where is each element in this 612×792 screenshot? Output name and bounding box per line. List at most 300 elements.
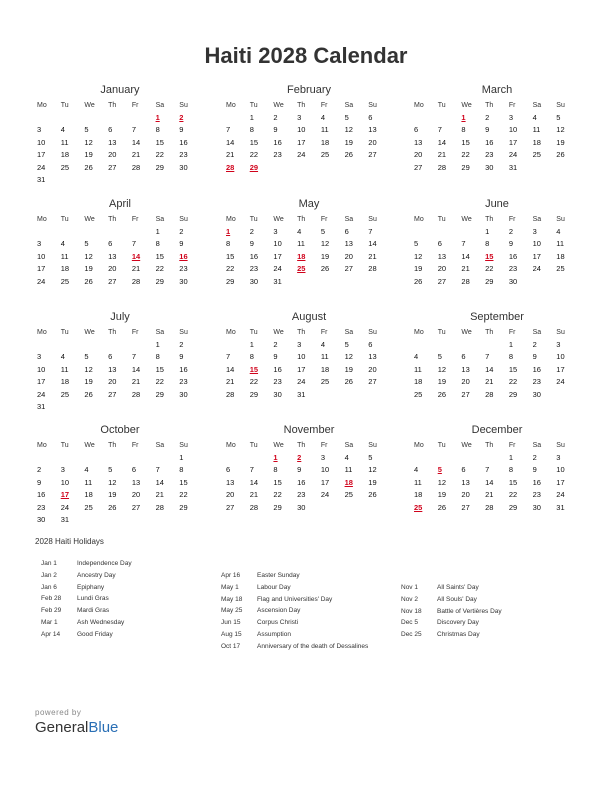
weekday-header: Su [368, 216, 377, 223]
holiday-name: Ascension Day [257, 607, 301, 615]
empty-cell [37, 112, 61, 124]
day-cell: 28 [131, 162, 141, 172]
day-cell: 11 [556, 239, 565, 249]
day-cell: 1 [249, 113, 254, 122]
weekday-header: Th [297, 216, 306, 223]
day-cell: 19 [84, 150, 93, 160]
weekday-header: Tu [249, 442, 258, 449]
day-cell: 12 [437, 477, 447, 487]
day-cell: 10 [532, 239, 541, 249]
day-cell: 18 [60, 377, 70, 387]
day-cell: 31 [60, 514, 70, 524]
day-cell: 29 [508, 502, 518, 512]
weekday-header: Su [556, 216, 565, 223]
day-cell: 31 [508, 162, 518, 172]
day-cell: 13 [437, 251, 447, 261]
weekday-header: Fr [508, 442, 516, 449]
day-cell: 30 [297, 502, 306, 512]
day-cell: 9 [179, 125, 184, 135]
day-cell: 18 [414, 490, 423, 500]
month-name: April [108, 198, 131, 210]
day-cell: 20 [108, 150, 117, 160]
day-cell: 4 [344, 453, 349, 462]
day-cell: 28 [461, 276, 470, 286]
day-cell: 17 [297, 364, 306, 374]
holiday-day-cell: 1 [273, 453, 278, 462]
day-cell: 1 [485, 227, 490, 236]
holiday-name: Discovery Day [437, 619, 479, 627]
day-cell: 1 [508, 453, 514, 462]
day-cell: 4 [60, 125, 65, 135]
weekday-header: Fr [320, 216, 328, 223]
brand-blue: Blue [88, 719, 119, 736]
day-cell: 13 [461, 477, 470, 487]
day-cell: 10 [556, 352, 565, 362]
day-cell: 14 [155, 477, 164, 487]
day-cell: 22 [155, 150, 164, 160]
day-cell: 17 [556, 364, 565, 374]
weekday-header: We [84, 216, 95, 223]
day-cell: 28 [437, 162, 447, 172]
day-cell: 16 [273, 137, 282, 147]
weekday-header: We [461, 216, 472, 223]
holiday-day-cell: 25 [297, 264, 306, 274]
day-cell: 24 [273, 264, 282, 274]
day-cell: 4 [532, 113, 537, 122]
day-cell: 7 [226, 125, 231, 135]
day-cell: 11 [344, 465, 353, 475]
day-cell: 14 [226, 364, 235, 374]
day-cell: 24 [508, 150, 518, 160]
day-cell: 2 [179, 340, 184, 349]
day-cell: 8 [273, 465, 278, 475]
weekday-header: Th [108, 329, 117, 336]
day-cell: 8 [508, 465, 514, 475]
day-cell: 29 [508, 389, 518, 399]
day-cell: 4 [84, 465, 89, 475]
holiday-name: Mardi Gras [77, 607, 110, 615]
weekday-header: Su [556, 329, 565, 336]
weekday-header: Fr [131, 216, 139, 223]
day-cell: 3 [532, 227, 537, 236]
holiday-name: Labour Day [257, 583, 291, 591]
day-cell: 27 [108, 389, 117, 399]
day-cell: 15 [226, 251, 235, 261]
day-cell: 25 [60, 162, 70, 172]
day-cell: 14 [368, 239, 377, 249]
day-cell: 26 [368, 490, 377, 500]
day-cell: 20 [108, 377, 117, 387]
empty-cell [226, 112, 250, 124]
day-cell: 30 [532, 389, 541, 399]
holiday-day-cell: 15 [485, 251, 494, 261]
day-cell: 7 [131, 352, 137, 362]
day-cell: 3 [297, 340, 302, 349]
holiday-column [401, 582, 502, 641]
day-cell: 15 [179, 477, 188, 487]
day-cell: 5 [108, 465, 113, 475]
day-cell: 25 [414, 389, 423, 399]
holiday-day-cell: 2 [179, 113, 184, 122]
month-name: December [471, 424, 523, 436]
holiday-name: Christmas Day [437, 631, 480, 639]
day-cell: 25 [60, 389, 70, 399]
day-cell: 6 [108, 352, 113, 362]
day-cell: 14 [461, 251, 470, 261]
brand-logo[interactable] [35, 719, 118, 736]
day-cell: 24 [532, 264, 541, 274]
weekday-header: Sa [344, 216, 354, 223]
day-cell: 16 [249, 251, 259, 261]
empty-cell [414, 226, 438, 238]
day-cell: 14 [437, 137, 447, 147]
weekday-header: Fr [131, 102, 139, 109]
holiday-day-cell: 14 [131, 251, 141, 261]
holiday-item [41, 593, 132, 605]
day-cell: 8 [249, 125, 254, 135]
holiday-day-cell: 16 [179, 251, 188, 261]
empty-cell [108, 452, 132, 464]
holiday-date: Dec 25 [401, 631, 422, 639]
holiday-name: Lundi Gras [77, 595, 109, 603]
day-cell: 30 [179, 276, 188, 286]
holiday-date: Jan 2 [41, 571, 57, 579]
day-cell: 18 [320, 137, 330, 147]
day-cell: 18 [320, 364, 330, 374]
day-cell: 12 [344, 352, 353, 362]
day-cell: 13 [108, 364, 117, 374]
weekday-header: Su [179, 216, 188, 223]
day-cell: 31 [273, 276, 282, 286]
month-grid [226, 213, 392, 288]
holiday-item [401, 582, 502, 594]
day-cell: 22 [273, 490, 282, 500]
day-cell: 5 [320, 227, 326, 236]
day-cell: 20 [108, 264, 117, 274]
day-cell: 26 [437, 502, 447, 512]
empty-cell [108, 226, 132, 238]
empty-cell [226, 452, 250, 464]
day-cell: 12 [108, 477, 117, 487]
day-cell: 23 [179, 264, 188, 274]
month-name: October [100, 424, 140, 436]
weekday-header: Mo [226, 329, 236, 336]
weekday-header: Mo [414, 216, 424, 223]
weekday-header: Fr [508, 216, 516, 223]
day-cell: 28 [368, 264, 377, 274]
holiday-date: Nov 1 [401, 584, 418, 591]
holiday-item [221, 594, 368, 606]
holiday-date: May 1 [221, 583, 239, 591]
day-cell: 7 [368, 227, 373, 236]
empty-cell [461, 339, 485, 351]
day-cell: 25 [320, 377, 330, 387]
day-cell: 21 [155, 490, 164, 500]
day-cell: 19 [84, 264, 93, 274]
empty-cell [156, 452, 180, 464]
weekday-header: Tu [60, 442, 69, 449]
day-cell: 1 [508, 340, 514, 349]
day-cell: 11 [84, 477, 93, 487]
day-cell: 25 [532, 150, 541, 160]
holiday-item [221, 629, 368, 641]
holiday-name: Independence Day [77, 560, 132, 567]
day-cell: 20 [368, 137, 377, 147]
day-cell: 10 [297, 125, 306, 135]
day-cell: 9 [249, 239, 254, 249]
day-cell: 24 [556, 377, 565, 387]
holiday-date: Apr 14 [41, 630, 61, 638]
holiday-item [41, 629, 132, 641]
day-cell: 6 [226, 465, 231, 475]
empty-cell [485, 452, 509, 464]
day-cell: 10 [60, 477, 70, 487]
day-cell: 4 [297, 227, 302, 236]
day-cell: 10 [297, 352, 306, 362]
empty-cell [438, 226, 462, 238]
day-cell: 5 [368, 453, 373, 462]
day-cell: 26 [437, 389, 447, 399]
month-name: March [481, 84, 513, 96]
day-cell: 5 [344, 113, 349, 122]
month-grid [226, 99, 392, 174]
month-august [226, 310, 392, 401]
powered-by-text: powered by [35, 708, 82, 717]
day-cell: 22 [508, 490, 518, 500]
holiday-day-cell: 1 [226, 227, 231, 236]
month-grid [37, 439, 203, 526]
day-cell: 8 [461, 125, 466, 135]
day-cell: 28 [485, 502, 494, 512]
day-cell: 19 [437, 377, 447, 387]
day-cell: 20 [226, 490, 235, 500]
day-cell: 19 [368, 477, 377, 487]
day-cell: 6 [344, 227, 349, 236]
day-cell: 20 [437, 264, 447, 274]
empty-cell [414, 339, 438, 351]
day-cell: 16 [179, 137, 188, 147]
day-cell: 11 [532, 125, 541, 135]
weekday-header: We [84, 442, 95, 449]
weekday-header: We [461, 102, 472, 109]
day-cell: 29 [155, 162, 164, 172]
day-cell: 12 [320, 239, 330, 249]
day-cell: 10 [556, 465, 565, 475]
day-cell: 18 [556, 251, 565, 261]
day-cell: 19 [84, 377, 93, 387]
day-cell: 28 [249, 502, 259, 512]
day-cell: 2 [532, 340, 537, 349]
day-cell: 3 [556, 453, 561, 462]
day-cell: 6 [437, 239, 442, 249]
day-cell: 13 [368, 125, 377, 135]
day-cell: 1 [249, 340, 254, 349]
day-cell: 24 [60, 502, 70, 512]
weekday-header: Sa [155, 442, 165, 449]
day-cell: 2 [273, 113, 278, 122]
weekday-header: Fr [508, 102, 516, 109]
empty-cell [61, 226, 85, 238]
weekday-header: Mo [37, 216, 47, 223]
day-cell: 13 [108, 251, 117, 261]
day-cell: 8 [508, 352, 514, 362]
day-cell: 9 [37, 477, 42, 487]
weekday-header: Mo [414, 442, 424, 449]
day-cell: 10 [37, 364, 46, 374]
weekday-header: Su [179, 102, 188, 109]
day-cell: 10 [37, 251, 46, 261]
day-cell: 12 [556, 125, 565, 135]
holiday-date: Aug 15 [221, 630, 242, 638]
weekday-header: Mo [414, 329, 424, 336]
weekday-header: Tu [437, 329, 446, 336]
empty-cell [84, 112, 108, 124]
day-cell: 21 [461, 264, 470, 274]
day-cell: 22 [179, 490, 188, 500]
day-cell: 20 [368, 364, 377, 374]
day-cell: 17 [320, 477, 330, 487]
day-cell: 27 [414, 162, 423, 172]
day-cell: 24 [37, 276, 46, 286]
day-cell: 20 [344, 251, 353, 261]
month-september [414, 310, 580, 401]
day-cell: 16 [532, 364, 541, 374]
day-cell: 9 [179, 239, 184, 249]
day-cell: 29 [485, 276, 494, 286]
weekday-header: Sa [155, 216, 165, 223]
holiday-name: Corpus Christi [257, 619, 299, 627]
month-grid [414, 99, 580, 174]
weekday-header: Sa [344, 442, 354, 449]
day-cell: 22 [155, 264, 164, 274]
day-cell: 8 [155, 239, 160, 249]
day-cell: 2 [249, 227, 254, 236]
day-cell: 15 [508, 477, 518, 487]
holiday-item [41, 582, 132, 594]
weekday-header: Sa [344, 102, 354, 109]
day-cell: 1 [155, 227, 160, 236]
day-cell: 3 [60, 465, 65, 475]
day-cell: 17 [37, 264, 46, 274]
holiday-item [221, 641, 368, 653]
weekday-header: Tu [437, 442, 446, 449]
weekday-header: Tu [60, 329, 69, 336]
day-cell: 24 [320, 490, 330, 500]
day-cell: 5 [344, 340, 349, 349]
day-cell: 24 [37, 162, 46, 172]
day-cell: 24 [556, 490, 565, 500]
day-cell: 3 [37, 352, 42, 362]
day-cell: 7 [437, 125, 442, 135]
month-grid [37, 213, 203, 288]
day-cell: 27 [368, 150, 377, 160]
weekday-header: Th [485, 442, 494, 449]
weekday-header: We [84, 102, 95, 109]
day-cell: 21 [131, 377, 141, 387]
day-cell: 29 [155, 276, 164, 286]
day-cell: 31 [37, 174, 46, 184]
day-cell: 18 [414, 377, 423, 387]
empty-cell [61, 452, 85, 464]
empty-cell [461, 226, 485, 238]
day-cell: 20 [414, 150, 423, 160]
day-cell: 19 [108, 490, 117, 500]
day-cell: 3 [37, 125, 42, 135]
holiday-name: Flag and Universities' Day [257, 595, 333, 603]
day-cell: 12 [84, 251, 93, 261]
day-cell: 12 [84, 137, 93, 147]
empty-cell [108, 112, 132, 124]
day-cell: 7 [461, 239, 466, 249]
holiday-day-cell: 18 [297, 251, 306, 261]
day-cell: 16 [297, 477, 306, 487]
holiday-column [41, 558, 132, 641]
holiday-day-cell: 17 [60, 490, 70, 500]
weekday-header: Tu [249, 102, 258, 109]
day-cell: 17 [37, 150, 46, 160]
weekday-header: Sa [532, 329, 542, 336]
day-cell: 14 [249, 477, 259, 487]
day-cell: 25 [556, 264, 565, 274]
holiday-name: Ancestry Day [77, 571, 116, 579]
month-name: June [485, 198, 509, 210]
day-cell: 9 [273, 125, 278, 135]
day-cell: 27 [368, 377, 377, 387]
month-april [37, 197, 203, 288]
day-cell: 19 [320, 251, 330, 261]
day-cell: 3 [508, 113, 514, 122]
weekday-header: Tu [437, 216, 446, 223]
day-cell: 23 [532, 490, 541, 500]
weekday-header: Fr [131, 442, 139, 449]
day-cell: 11 [320, 352, 329, 362]
empty-cell [438, 112, 462, 124]
day-cell: 25 [344, 490, 353, 500]
weekday-header: Su [368, 102, 377, 109]
day-cell: 3 [556, 340, 561, 349]
day-cell: 3 [273, 227, 278, 236]
day-cell: 25 [60, 276, 70, 286]
day-cell: 6 [461, 465, 466, 475]
day-cell: 4 [320, 113, 326, 122]
month-july [37, 310, 203, 413]
weekday-header: Th [297, 442, 306, 449]
day-cell: 21 [368, 251, 377, 261]
month-name: November [283, 424, 335, 436]
empty-cell [84, 452, 108, 464]
weekday-header: Th [108, 442, 117, 449]
day-cell: 4 [320, 340, 326, 349]
day-cell: 17 [556, 477, 565, 487]
day-cell: 11 [60, 251, 69, 261]
weekday-header: Fr [320, 442, 328, 449]
day-cell: 13 [131, 477, 141, 487]
weekday-header: Th [485, 216, 494, 223]
holiday-date: Feb 28 [41, 595, 62, 603]
day-cell: 15 [273, 477, 282, 487]
day-cell: 2 [179, 227, 184, 236]
weekday-header: Fr [320, 329, 328, 336]
month-grid [414, 213, 580, 288]
day-cell: 18 [532, 137, 541, 147]
day-cell: 8 [179, 465, 184, 475]
day-cell: 13 [344, 239, 353, 249]
holiday-day-cell: 28 [226, 162, 235, 172]
day-cell: 14 [485, 477, 494, 487]
weekday-header: We [461, 329, 472, 336]
month-december [414, 423, 580, 514]
weekday-header: Sa [532, 216, 542, 223]
